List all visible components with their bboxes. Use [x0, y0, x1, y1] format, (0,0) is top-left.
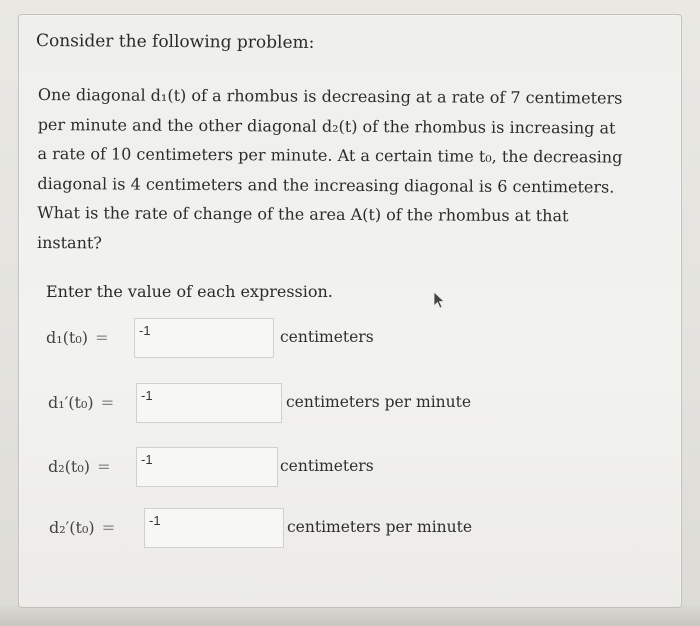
problem-statement — [37, 80, 678, 261]
answer-row-d1 — [46, 318, 446, 358]
statement-line: per minute and the other diagonal d₂(t) of the rhombus is increasing at — [37, 114, 616, 138]
instruction-text: Enter the value of each expression. — [46, 282, 333, 301]
expression-label: d₂′(t₀) — [49, 518, 95, 537]
expression-label: d₁′(t₀) — [48, 393, 94, 412]
answer-row-d1-prime — [48, 383, 508, 423]
answer-row-d2 — [48, 447, 448, 487]
expression-label: d₁(t₀) — [46, 328, 88, 347]
unit-label: centimeters — [280, 328, 374, 346]
expression-d1 — [46, 328, 110, 347]
mouse-pointer-icon — [432, 291, 446, 309]
answer-row-d2-prime — [49, 508, 509, 548]
unit-label: centimeters — [280, 457, 374, 475]
answer-input-d2[interactable] — [136, 447, 278, 487]
problem-heading: Consider the following problem: — [35, 31, 315, 53]
unit-label: centimeters per minute — [286, 393, 472, 411]
statement-line: One diagonal d₁(t) of a rhombus is decreasing at a rate of 7 centimeters — [37, 84, 623, 108]
equals-sign: = — [95, 328, 109, 347]
unit-label: centimeters per minute — [287, 518, 473, 536]
answer-input-d1-prime[interactable] — [136, 383, 282, 423]
equals-sign: = — [97, 457, 111, 476]
expression-label: d₂(t₀) — [48, 457, 90, 476]
expression-d1-prime — [48, 393, 116, 412]
statement-line: What is the rate of change of the area A(t) of the rhombus at that — [37, 202, 569, 226]
statement-line: instant? — [36, 232, 102, 252]
equals-sign: = — [100, 393, 115, 412]
expression-d2-prime — [49, 518, 117, 537]
statement-line: diagonal is 4 centimeters and the increasing diagonal is 6 centimeters. — [37, 173, 615, 197]
equals-sign: = — [101, 518, 116, 537]
answer-input-d1[interactable] — [134, 318, 274, 358]
expression-d2 — [48, 457, 112, 476]
answer-input-d2-prime[interactable] — [144, 508, 284, 548]
statement-line: a rate of 10 centimeters per minute. At a certain time t₀, the decreasing — [37, 143, 623, 167]
bottom-edge-shadow — [0, 606, 700, 626]
